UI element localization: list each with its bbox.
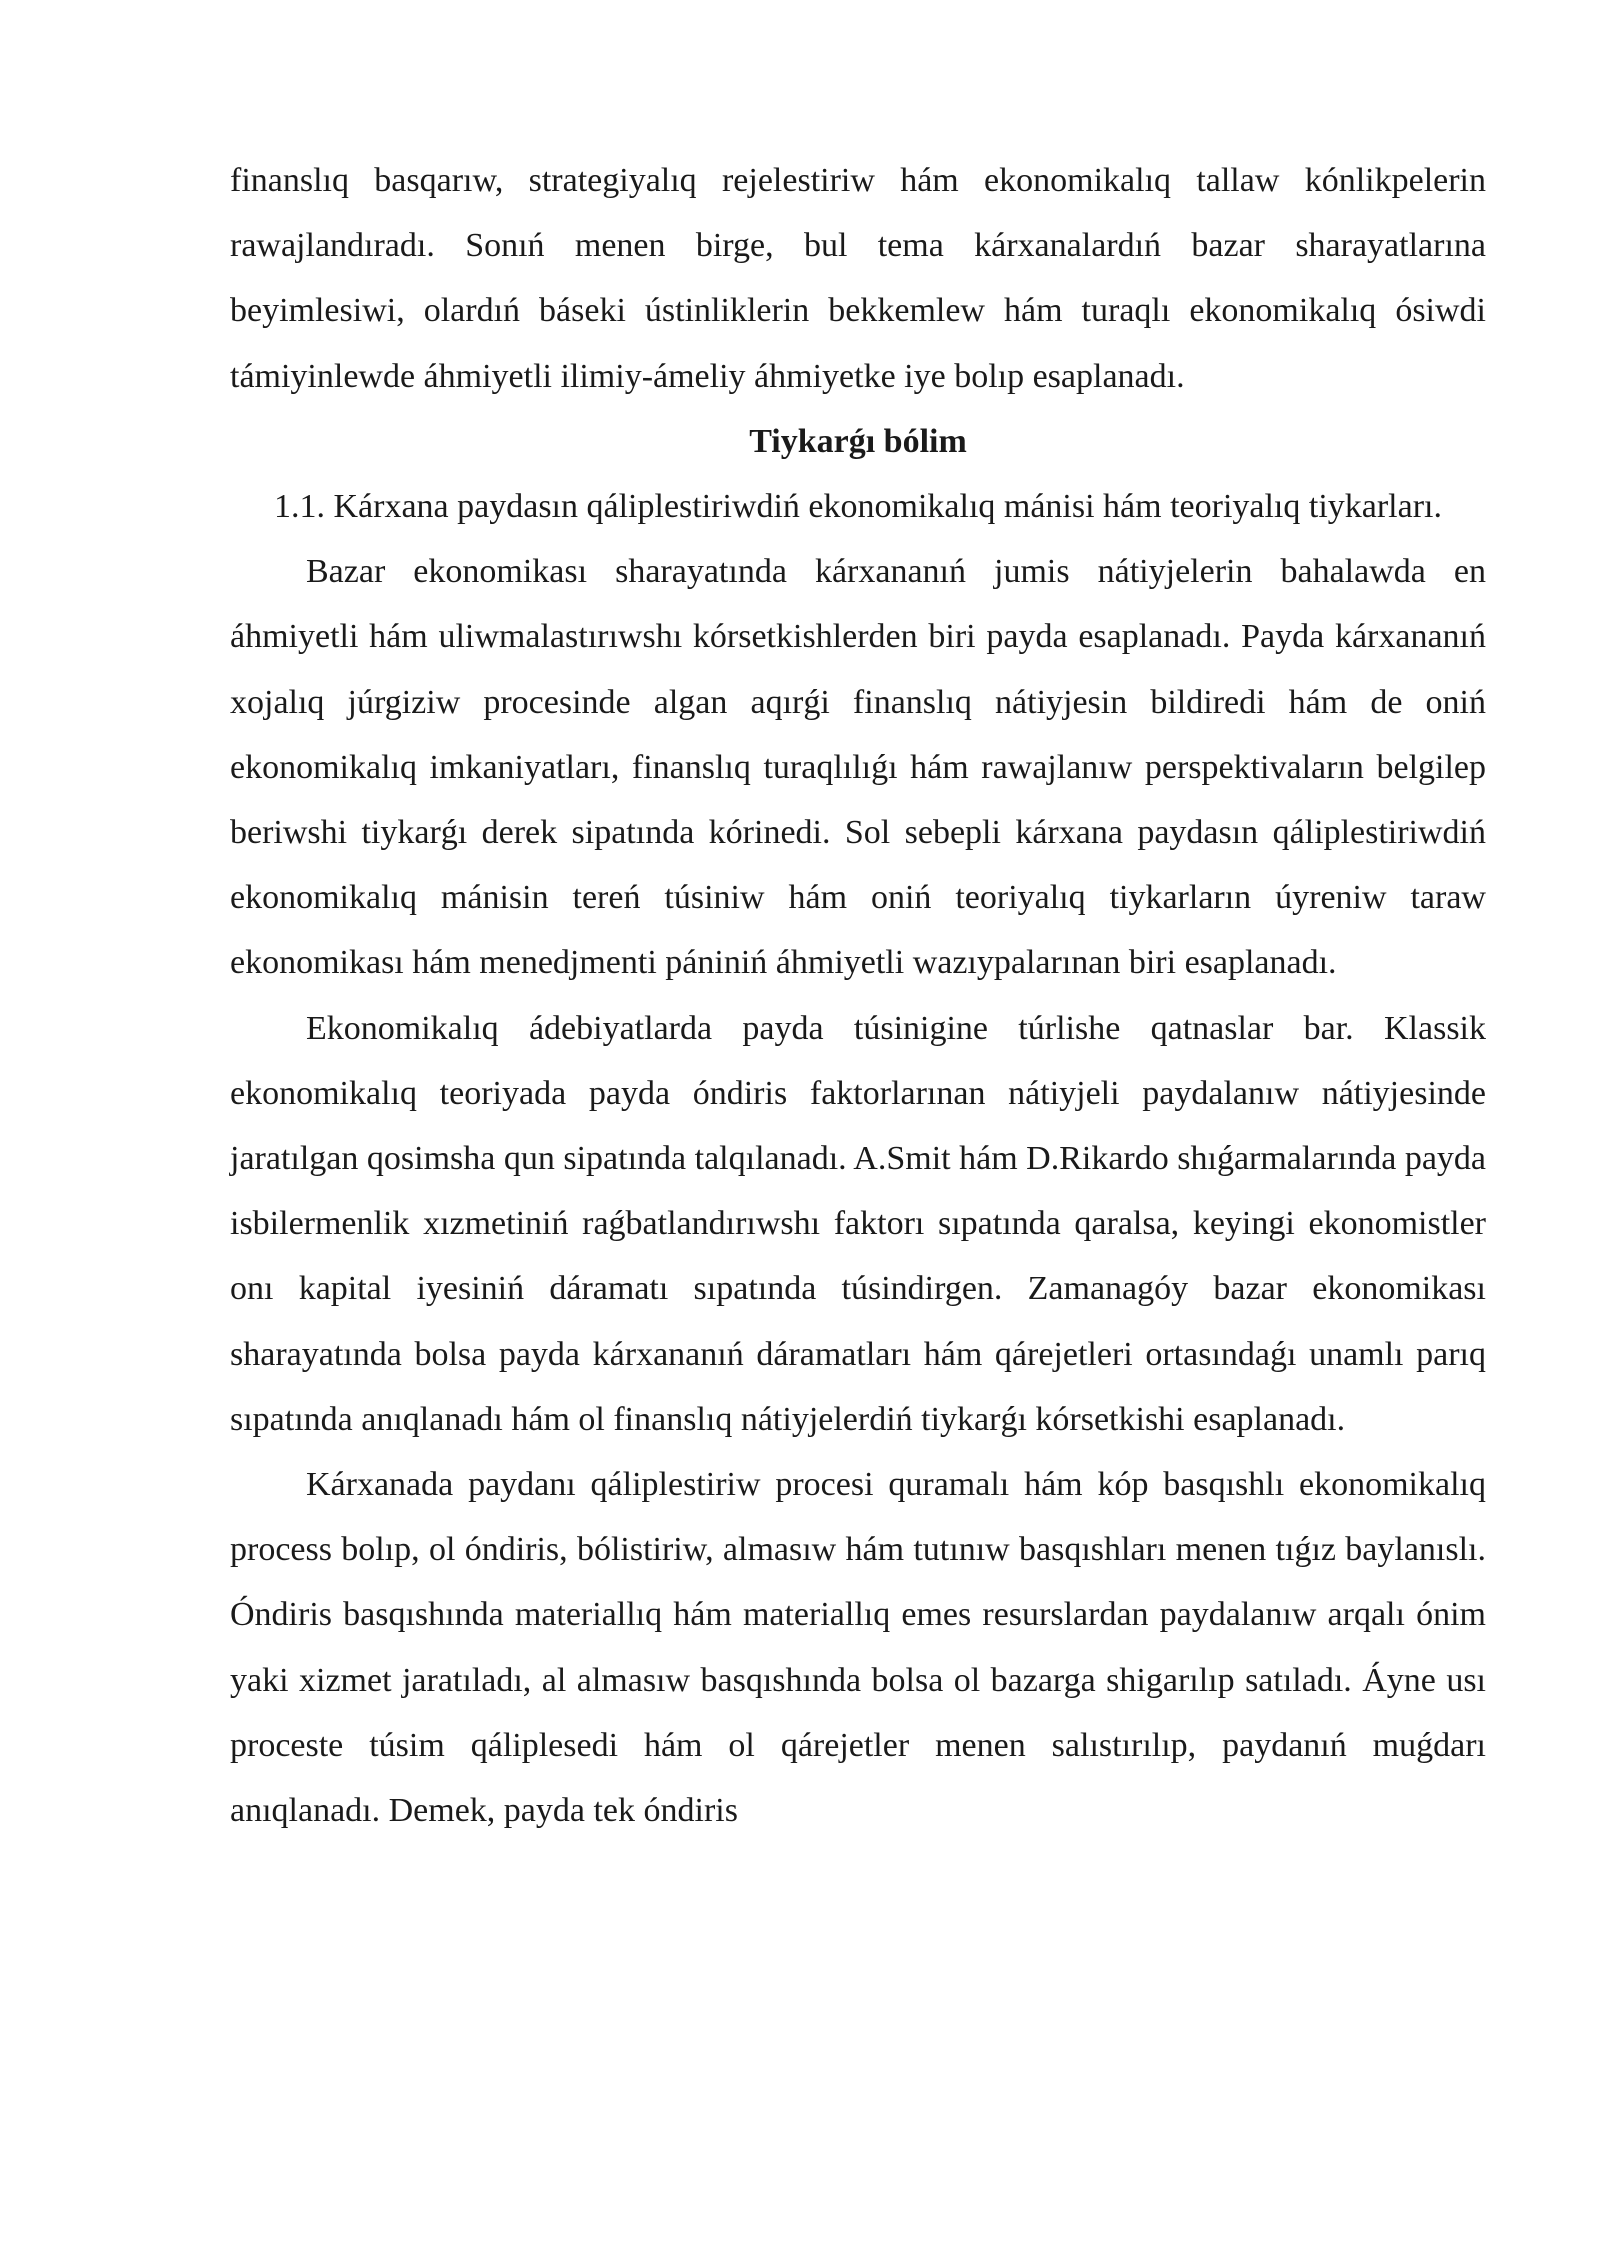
intro-paragraph: finanslıq basqarıw, strategiyalıq rejelestiriw hám ekonomikalıq tallaw kónlikpelerin rawajlandıradı. Sonıń menen birge, bul tema kárxanalardıń bazar sharayatlarına beyimlesiwi, olardıń báseki ústinliklerin bekkemlew hám turaqlı ekonomikalıq ósiwdi támiyinlewde áhmiyetli ilimiy-ámeliy áhmiyetke iye bolıp esaplanadı. (230, 162, 1486, 395)
body-paragraph: Bazar ekonomikası sharayatında kárxananıń jumis nátiyjelerin bahalawda en áhmiyetli hám uliwmalastırıwshı kórsetkishlerden biri payda esaplanadı. Payda kárxananıń xojalıq júrgiziw procesinde algan aqırǵi finanslıq nátiyjesin bildiredi hám de oniń ekonomikalıq imkaniyatları, finanslıq turaqlılıǵı hám rawajlanıw perspektivaların belgilep beriwshi tiykarǵı derek sipatında kórinedi. Sol sebepli kárxana paydasın qáliplestiriwdiń ekonomikalıq mánisin tereń túsiniw hám oniń teoriyalıq tiykarların úyreniw taraw ekonomikası hám menedjmenti pániniń áhmiyetli wazıypalarınan biri esaplanadı. (230, 553, 1486, 982)
body-paragraph: Ekonomikalıq ádebiyatlarda payda túsinigine túrlishe qatnaslar bar. Klassik ekonomikalıq teoriyada payda óndiris faktorlarınan nátiyjeli paydalanıw nátiyjesinde jaratılgan qosimsha qun sipatında talqılanadı. A.Smit hám D.Rikardo shıǵarmalarında payda isbilermenlik xızmetiniń raǵbatlandırıwshı faktorı sıpatında qaralsa, keyingi ekonomistler onı kapital iyesiniń dáramatı sıpatında túsindirgen. Zamanagóy bazar ekonomikası sharayatında bolsa payda kárxananıń dáramatları hám qárejetleri ortasındaǵı unamlı parıq sıpatında anıqlanadı hám ol finanslıq nátiyjelerdiń tiykarǵı kórsetkishi esaplanadı. (230, 1009, 1486, 1438)
body-paragraph: Kárxanada paydanı qáliplestiriw procesi quramalı hám kóp basqıshlı ekonomikalıq process bolıp, ol óndiris, bólistiriw, almasıw hám tutınıw basqıshları menen tıǵız baylanıslı. Óndiris basqıshında materiallıq hám materiallıq emes resurslardan paydalanıw arqalı ónim yaki xizmet jaratıladı, al almasıw basqıshında bolsa ol bazarga shigarılıp satıladı. Áyne usı proceste túsim qáliplesedi hám ol qárejetler menen salıstırılıp, paydanıń muǵdarı anıqlanadı. Demek, payda tek óndiris (230, 1466, 1486, 1830)
section-heading: Tiykarǵı bólim (749, 422, 967, 460)
document-page (230, 148, 1486, 1843)
subsection-heading: 1.1. Kárxana paydasın qáliplestiriwdiń ekonomikalıq mánisi hám teoriyalıq tiykarları. (274, 488, 1442, 526)
